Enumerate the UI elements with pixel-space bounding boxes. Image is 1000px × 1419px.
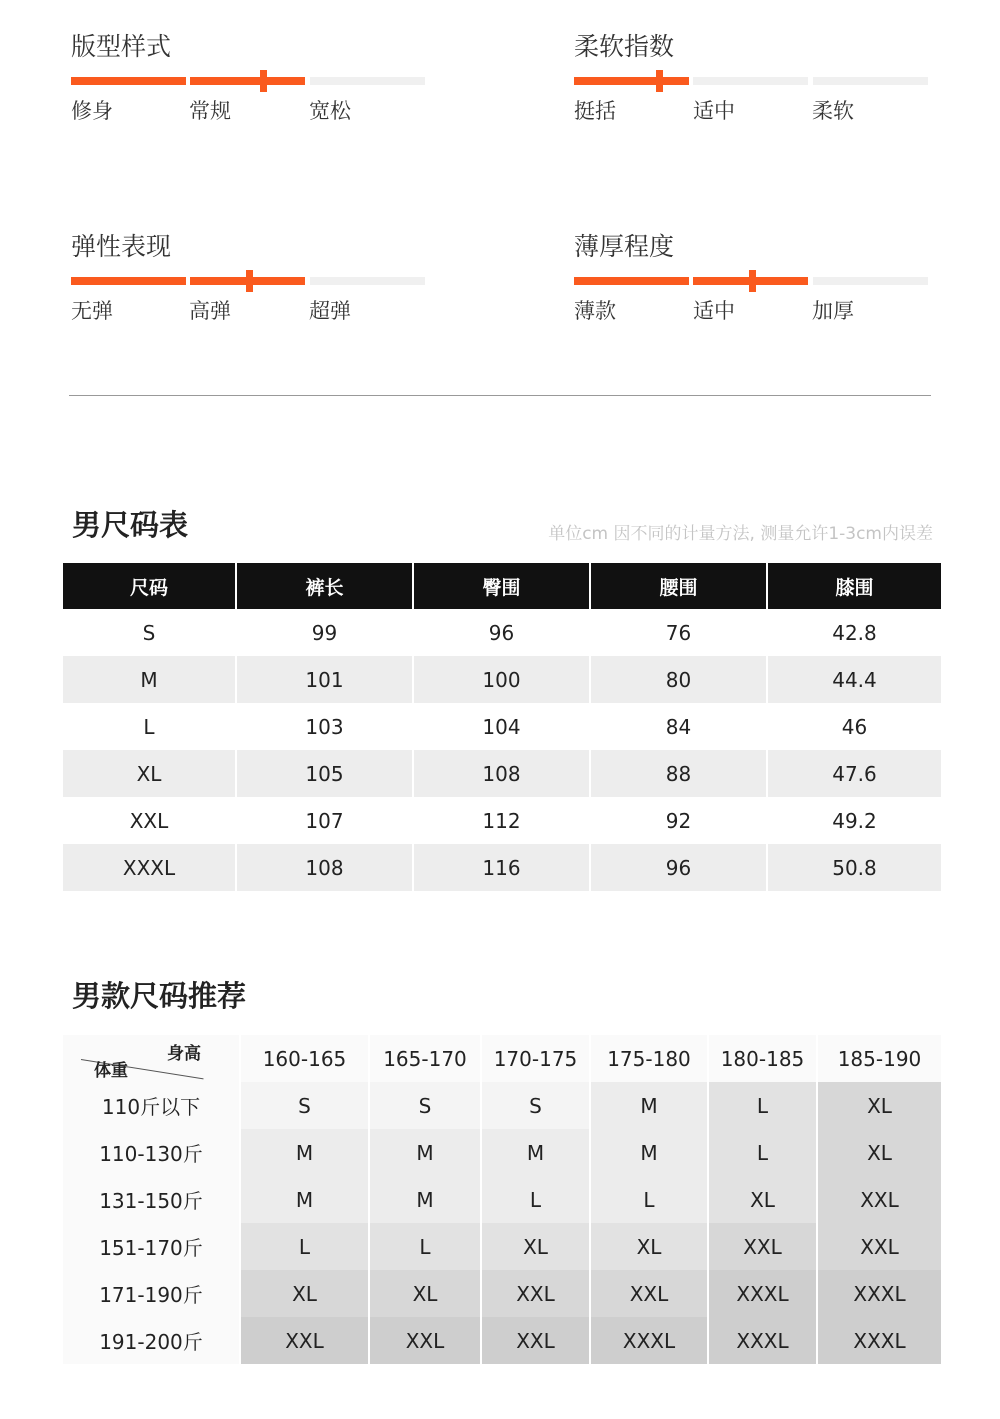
size-cell: XXXL (818, 1270, 941, 1317)
size-cell: M (370, 1129, 480, 1176)
size-cell: XL (482, 1223, 589, 1270)
scale-label: 修身 (71, 99, 113, 123)
size-cell: XXL (591, 1270, 707, 1317)
table-cell: 80 (591, 656, 766, 703)
size-cell: XXL (709, 1223, 816, 1270)
scale-bar (574, 77, 930, 85)
table-cell: M (63, 656, 235, 703)
table-cell: 104 (482, 714, 521, 739)
size-recommend-table (63, 1035, 937, 1364)
size-cell: XXL (370, 1317, 480, 1364)
size-cell: XL (241, 1270, 368, 1317)
height-header: 180-185 (709, 1035, 816, 1082)
height-header: 175-180 (591, 1035, 707, 1082)
table-cell: 46 (841, 714, 868, 739)
table-cell: 96 (488, 620, 515, 645)
scale-title: 柔软指数 (574, 32, 675, 61)
scale-label: 挺括 (574, 99, 616, 123)
table-cell: 100 (414, 656, 589, 703)
scale-label: 宽松 (309, 99, 351, 123)
size-cell: L (709, 1129, 816, 1176)
scale-bar (574, 277, 930, 285)
scale-label: 无弹 (71, 299, 113, 323)
weight-label: 171-190斤 (63, 1270, 239, 1317)
size-cell: L (591, 1176, 707, 1223)
table-cell: L (143, 714, 155, 739)
height-header: 185-190 (818, 1035, 941, 1082)
scale-marker (656, 70, 663, 92)
column-header: 裤长 (237, 563, 412, 609)
section-divider (69, 395, 931, 396)
scale-segment (813, 77, 928, 85)
table-cell: 47.6 (768, 750, 941, 797)
height-header: 160-165 (241, 1035, 368, 1082)
table-cell: 99 (311, 620, 338, 645)
size-cell: M (591, 1082, 707, 1129)
size-cell: XXL (818, 1223, 941, 1270)
height-header: 170-175 (482, 1035, 589, 1082)
size-cell: XXXL (591, 1317, 707, 1364)
scale-label: 柔软 (812, 99, 854, 123)
weight-axis-label: 体重 (94, 1061, 128, 1081)
size-cell: M (370, 1176, 480, 1223)
recommend-title: 男款尺码推荐 (72, 979, 247, 1013)
scale-marker (749, 270, 756, 292)
size-cell: M (241, 1176, 368, 1223)
scale-label: 加厚 (812, 299, 854, 323)
column-header: 臀围 (414, 563, 589, 609)
size-cell: XL (818, 1129, 941, 1176)
table-cell: 50.8 (768, 844, 941, 891)
scale-title: 弹性表现 (71, 232, 172, 261)
weight-label: 191-200斤 (63, 1317, 239, 1364)
scale-segment (574, 77, 689, 85)
scale-label: 高弹 (189, 299, 231, 323)
size-cell: S (241, 1082, 368, 1129)
weight-label: 151-170斤 (63, 1223, 239, 1270)
table-cell: 96 (591, 844, 766, 891)
size-cell: L (241, 1223, 368, 1270)
weight-label: 110-130斤 (63, 1129, 239, 1176)
size-cell: XXL (482, 1317, 589, 1364)
scale-segment (190, 77, 305, 85)
size-cell: XL (709, 1176, 816, 1223)
size-cell: XL (370, 1270, 480, 1317)
table-cell: XXL (129, 808, 169, 833)
table-cell: 88 (591, 750, 766, 797)
table-cell: 49.2 (832, 808, 877, 833)
scale-segment (693, 77, 808, 85)
table-cell: 44.4 (768, 656, 941, 703)
table-cell: 101 (237, 656, 412, 703)
size-cell: XXXL (709, 1270, 816, 1317)
table-cell: 42.8 (832, 620, 877, 645)
size-cell: XXL (241, 1317, 368, 1364)
size-cell: XL (818, 1082, 941, 1129)
scale-label: 薄款 (574, 299, 616, 323)
size-cell: M (591, 1129, 707, 1176)
scale-segment (71, 77, 186, 85)
table-cell: XXXL (63, 844, 235, 891)
size-cell: M (482, 1129, 589, 1176)
table-cell: 84 (665, 714, 692, 739)
table-cell: 116 (414, 844, 589, 891)
size-cell: S (482, 1082, 589, 1129)
weight-label: 131-150斤 (63, 1176, 239, 1223)
scale-label: 适中 (693, 99, 735, 123)
measurement-note: 单位cm 因不同的计量方法, 测量允许1-3cm内误差 (548, 524, 933, 544)
scale-marker (246, 270, 253, 292)
size-table (63, 563, 937, 891)
size-cell: XXXL (709, 1317, 816, 1364)
size-cell: XXL (818, 1176, 941, 1223)
scale-segment (310, 277, 425, 285)
height-axis-label: 身高 (167, 1044, 201, 1064)
table-cell: 108 (237, 844, 412, 891)
column-header: 尺码 (63, 563, 235, 609)
scale-label: 常规 (189, 99, 231, 123)
scale-segment (310, 77, 425, 85)
size-cell: S (370, 1082, 480, 1129)
scale-segment (71, 277, 186, 285)
scale-marker (260, 70, 267, 92)
size-cell: L (370, 1223, 480, 1270)
table-cell: 108 (414, 750, 589, 797)
size-cell: L (482, 1176, 589, 1223)
weight-label: 110斤以下 (63, 1082, 239, 1129)
table-cell: S (142, 620, 156, 645)
table-cell: 76 (665, 620, 692, 645)
table-cell: 103 (305, 714, 344, 739)
scale-label: 超弹 (309, 299, 351, 323)
size-cell: L (709, 1082, 816, 1129)
scale-label: 适中 (693, 299, 735, 323)
scale-bar (71, 277, 427, 285)
scale-segment (574, 277, 689, 285)
table-corner (63, 1035, 239, 1082)
table-cell: 107 (305, 808, 344, 833)
size-cell: XXL (482, 1270, 589, 1317)
column-header: 膝围 (768, 563, 941, 609)
height-header: 165-170 (370, 1035, 480, 1082)
table-cell: XL (63, 750, 235, 797)
scale-segment (813, 277, 928, 285)
size-cell: XXXL (818, 1317, 941, 1364)
scale-title: 版型样式 (71, 32, 172, 61)
column-header: 腰围 (591, 563, 766, 609)
table-cell: 112 (482, 808, 521, 833)
scale-title: 薄厚程度 (574, 232, 675, 261)
size-cell: M (241, 1129, 368, 1176)
size-table-title: 男尺码表 (72, 508, 189, 542)
table-cell: 92 (665, 808, 692, 833)
scale-bar (71, 77, 427, 85)
table-cell: 105 (237, 750, 412, 797)
size-cell: XL (591, 1223, 707, 1270)
